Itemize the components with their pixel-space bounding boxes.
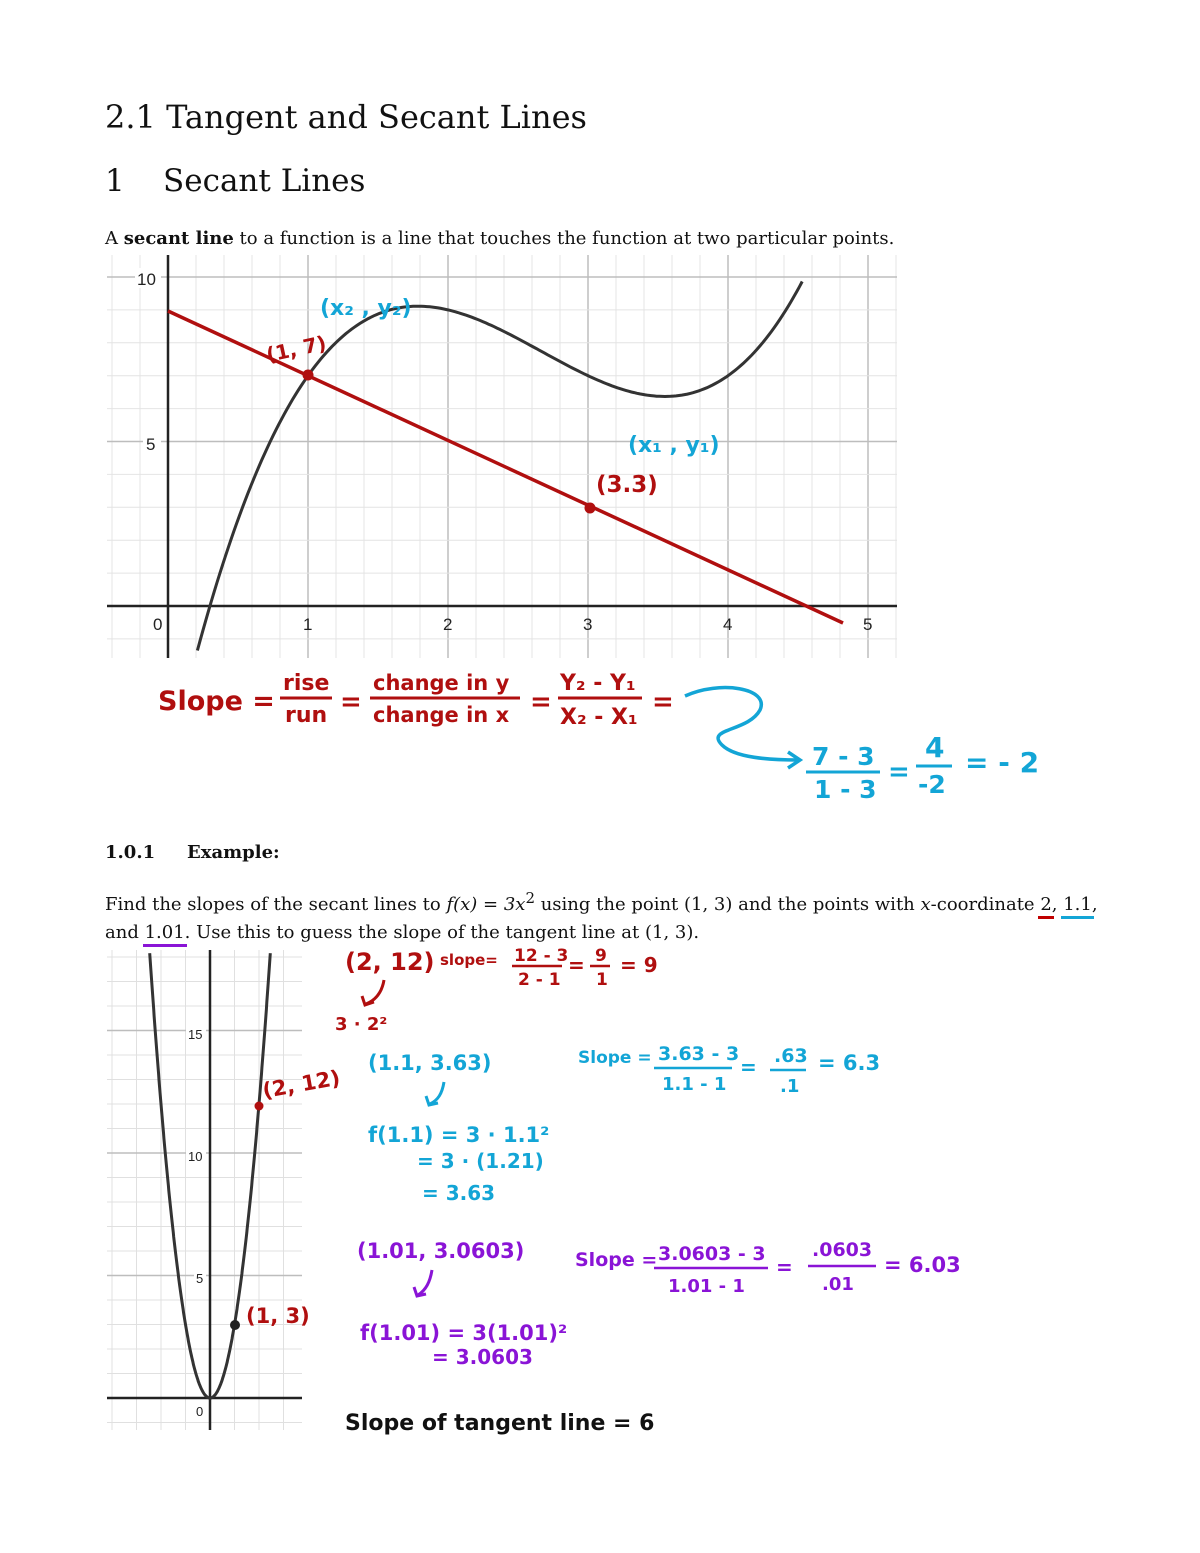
- slope2-frac-den: 1: [596, 970, 608, 990]
- slope2-num: 12 - 3: [514, 946, 569, 966]
- numerator-7-3: 7 - 3: [812, 742, 875, 771]
- graph2-grid: [107, 950, 302, 1430]
- point-3-3: [585, 503, 596, 514]
- intro-text: A: [105, 228, 124, 249]
- graph1-grid: [107, 255, 897, 658]
- point-1-7: [303, 370, 314, 381]
- change-in-y: change in y: [373, 671, 510, 695]
- run-text: run: [285, 703, 328, 728]
- intro-text-rest: to a function is a line that touches the function at two particular points.: [233, 228, 895, 249]
- y-tick-5: 5: [146, 435, 156, 454]
- f-1-1-line2: = 3 · (1.21): [417, 1149, 544, 1173]
- slope2-result: = 9: [620, 953, 658, 977]
- equals-s2: =: [568, 953, 585, 977]
- f-1-01-line2: = 3.0603: [432, 1345, 533, 1369]
- slope101-den2: .01: [822, 1274, 854, 1295]
- task-text-2: using the point (1, 3) and the points with: [534, 894, 921, 915]
- slope101-num2: .0603: [812, 1239, 873, 1261]
- f-1-1-line3: = 3.63: [422, 1181, 496, 1205]
- change-in-x: change in x: [373, 703, 510, 727]
- example-title: Example:: [187, 842, 280, 863]
- denominator-1-3: 1 - 3: [814, 775, 877, 804]
- slope11-num2: .63: [774, 1045, 808, 1067]
- function-exponent: 2: [525, 889, 535, 907]
- task-text-4: . Use this to guess the slope of the tangent line at (1, 3).: [184, 922, 700, 943]
- section-number: 1: [105, 163, 125, 199]
- label-x2-y2: (x₂ , y₂): [320, 296, 412, 321]
- slope-label-2: slope=: [440, 951, 498, 969]
- page-title: 2.1 Tangent and Secant Lines: [105, 98, 587, 136]
- slope-label-1-1: Slope =: [578, 1048, 652, 1068]
- slope2-den: 2 - 1: [518, 970, 561, 990]
- x-tick-5: 5: [863, 615, 873, 634]
- example-number: 1.0.1: [105, 842, 156, 863]
- graph2-y-ticks: [186, 1026, 206, 1419]
- y2-tick-15: 15: [188, 1027, 203, 1042]
- x-tick-0: 0: [153, 615, 163, 634]
- slope11-den: 1.1 - 1: [662, 1074, 727, 1095]
- equals-4: =: [888, 757, 910, 787]
- point-2-12: (2, 12): [345, 948, 435, 976]
- slope11-num: 3.63 - 3: [658, 1043, 740, 1065]
- task-text-3: -coordinate: [930, 894, 1041, 915]
- point-2-12: [255, 1102, 264, 1111]
- slope101-num: 3.0603 - 3: [658, 1243, 766, 1265]
- slope101-result: = 6.03: [884, 1253, 961, 1277]
- graph1-x-ticks: [153, 615, 872, 634]
- label-2-12-graph: (2, 12): [260, 1065, 343, 1103]
- intro-term: secant line: [123, 228, 234, 249]
- equals-s101: =: [776, 1255, 793, 1279]
- denominator-neg2: -2: [918, 770, 946, 799]
- slope101-den: 1.01 - 1: [668, 1276, 745, 1297]
- x-tick-2: 2: [443, 615, 453, 634]
- curly-arrow: [685, 688, 798, 760]
- task-sep-2: , and: [105, 894, 1098, 943]
- f-1-1-line1: f(1.1) = 3 · 1.1²: [368, 1123, 550, 1147]
- point-1-3: [230, 1320, 240, 1330]
- y2-minus-y1: Y₂ - Y₁: [560, 671, 636, 696]
- x-variable: x: [920, 894, 931, 915]
- equals-3: =: [652, 687, 674, 717]
- label-x1-y1: (x₁ , y₁): [628, 433, 720, 458]
- slope-word: Slope =: [158, 686, 275, 717]
- point-1-1: (1.1, 3.63): [368, 1051, 492, 1075]
- y2-tick-10: 10: [188, 1149, 203, 1164]
- point-1-01: (1.01, 3.0603): [357, 1239, 525, 1263]
- x2-minus-x1: X₂ - X₁: [560, 705, 638, 730]
- slope11-result: = 6.3: [818, 1051, 881, 1075]
- f-1-01-line1: f(1.01) = 3(1.01)²: [360, 1321, 568, 1345]
- result-neg2: = - 2: [965, 746, 1040, 779]
- equals-1: =: [340, 687, 362, 717]
- x-tick-4: 4: [723, 615, 733, 634]
- example-heading: [105, 842, 280, 863]
- y2-tick-0: 0: [196, 1404, 204, 1419]
- rise-text: rise: [283, 671, 330, 696]
- example-problem: [105, 884, 1105, 947]
- graph1-axes: [107, 255, 897, 658]
- task-text-1: Find the slopes of the secant lines to: [105, 894, 447, 915]
- three-times-2-squared: 3 · 2²: [335, 1014, 388, 1035]
- numerator-4: 4: [925, 731, 945, 764]
- slope2-frac-num: 9: [595, 946, 607, 966]
- x-tick-1: 1: [303, 615, 313, 634]
- y2-tick-5: 5: [196, 1271, 204, 1286]
- y-tick-10: 10: [137, 270, 156, 289]
- slope-label-1-01: Slope =: [575, 1249, 658, 1271]
- function-expression: f(x) = 3x: [446, 894, 526, 915]
- tangent-slope-conclusion: Slope of tangent line = 6: [345, 1411, 655, 1436]
- coordinate-2: 2: [1040, 894, 1052, 915]
- equals-s11: =: [740, 1055, 757, 1079]
- graph1-y-ticks: [135, 268, 161, 454]
- section-title: Secant Lines: [163, 163, 366, 199]
- label-1-3-graph: (1, 3): [246, 1304, 310, 1328]
- task-sep-1: ,: [1051, 894, 1064, 915]
- slope11-den2: .1: [780, 1076, 800, 1097]
- label-point-3-3: (3.3): [596, 472, 658, 498]
- coordinate-1-01: 1.01: [144, 922, 185, 943]
- equals-2: =: [530, 687, 552, 717]
- x-tick-3: 3: [583, 615, 593, 634]
- coordinate-1-1: 1.1: [1063, 894, 1092, 915]
- label-point-1-7: (1, 7): [264, 330, 329, 367]
